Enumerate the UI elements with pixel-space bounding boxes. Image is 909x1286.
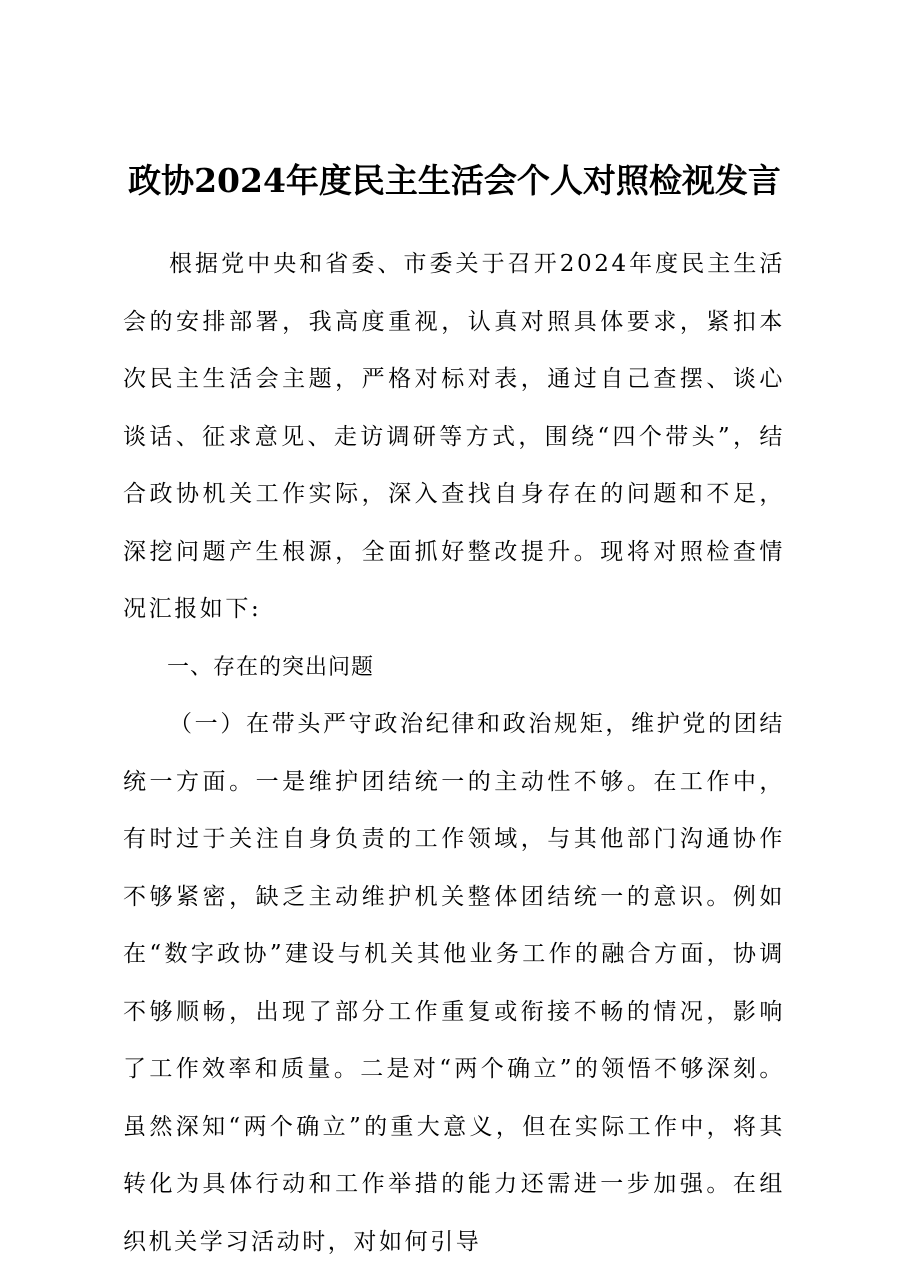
document-body bbox=[123, 236, 785, 1271]
intro-paragraph: 根据党中央和省委、市委关于召开2024年度民主生活会的安排部署，我高度重视，认真对照具体要求，紧扣本次民主生活会主题，严格对标对表，通过自己查摆、谈心谈话、征求意见、走访调研等方式，围绕“四个带头”，结合政协机关工作实际，深入查找自身存在的问题和不足，深挖问题产生根源，全面抓好整改提升。现将对照检查情况汇报如下: bbox=[123, 251, 785, 622]
section-heading: 一、存在的突出问题 bbox=[167, 654, 375, 680]
document-title: 政协2024年度民主生活会个人对照检视发言 bbox=[128, 161, 781, 200]
section-paragraph: （一）在带头严守政治纪律和政治规矩，维护党的团结统一方面。一是维护团结统一的主动性不够。在工作中，有时过于关注自身负责的工作领域，与其他部门沟通协作不够紧密，缺乏主动维护机关整体团结统一的意识。例如在“数字政协”建设与机关其他业务工作的融合方面，协调不够顺畅，出现了部分工作重复或衔接不畅的情况，影响了工作效率和质量。二是对“两个确立”的领悟不够深刻。虽然深知“两个确立”的重大意义，但在实际工作中，将其转化为具体行动和工作举措的能力还需进一步加强。在组织机关学习活动时，对如何引导 bbox=[123, 711, 785, 1255]
